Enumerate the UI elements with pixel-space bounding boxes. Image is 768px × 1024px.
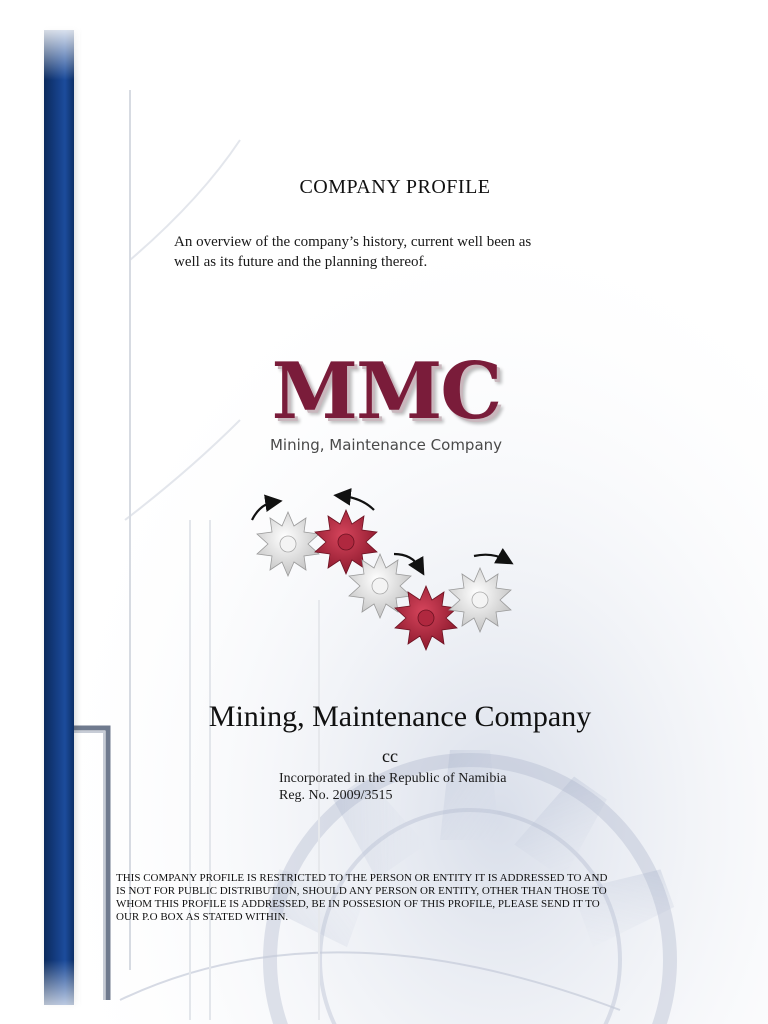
company-suffix: cc — [382, 746, 398, 766]
gear-icon — [449, 568, 511, 632]
registration-number: Reg. No. 2009/3515 — [279, 788, 393, 803]
gears-illustration — [240, 488, 530, 658]
incorporation-text: Incorporated in the Republic of Namibia — [279, 771, 507, 786]
side-bar-fade-top — [40, 20, 80, 80]
vertical-rule — [189, 520, 191, 1020]
rotation-arrow-icon — [474, 555, 506, 560]
company-logo — [256, 346, 516, 466]
vertical-rule — [129, 90, 131, 970]
side-bar-fade-bottom — [40, 960, 80, 1024]
subtitle-line: well as its future and the planning thereof. — [174, 254, 428, 270]
disclaimer-line: THIS COMPANY PROFILE IS RESTRICTED TO THE PERSON OR ENTITY IT IS ADDRESSED TO AND — [116, 872, 608, 884]
rotation-arrow-icon — [342, 496, 374, 510]
rotation-arrow-icon — [252, 502, 274, 520]
logo-tagline: Mining, Maintenance Company — [269, 436, 503, 454]
disclaimer-line: WHOM THIS PROFILE IS ADDRESSED, BE IN POSSESION OF THIS PROFILE, PLEASE SEND IT TO — [116, 898, 600, 910]
vertical-rule — [318, 600, 320, 1020]
company-name: Mining, Maintenance Company — [208, 700, 592, 733]
side-accent-bar — [44, 30, 74, 1005]
vertical-rule — [209, 520, 211, 1020]
document-title: COMPANY PROFILE — [299, 176, 491, 198]
gear-icon — [257, 512, 319, 576]
disclaimer-line: IS NOT FOR PUBLIC DISTRIBUTION, SHOULD ANY PERSON OR ENTITY, OTHER THAN THOSE TO — [116, 885, 607, 897]
disclaimer — [116, 872, 646, 924]
document-subtitle — [174, 232, 604, 272]
subtitle-line: An overview of the company’s history, current well been as — [174, 234, 532, 250]
logo-mark: MMC — [271, 346, 501, 437]
disclaimer-line: OUR P.O BOX AS STATED WITHIN. — [116, 911, 289, 923]
